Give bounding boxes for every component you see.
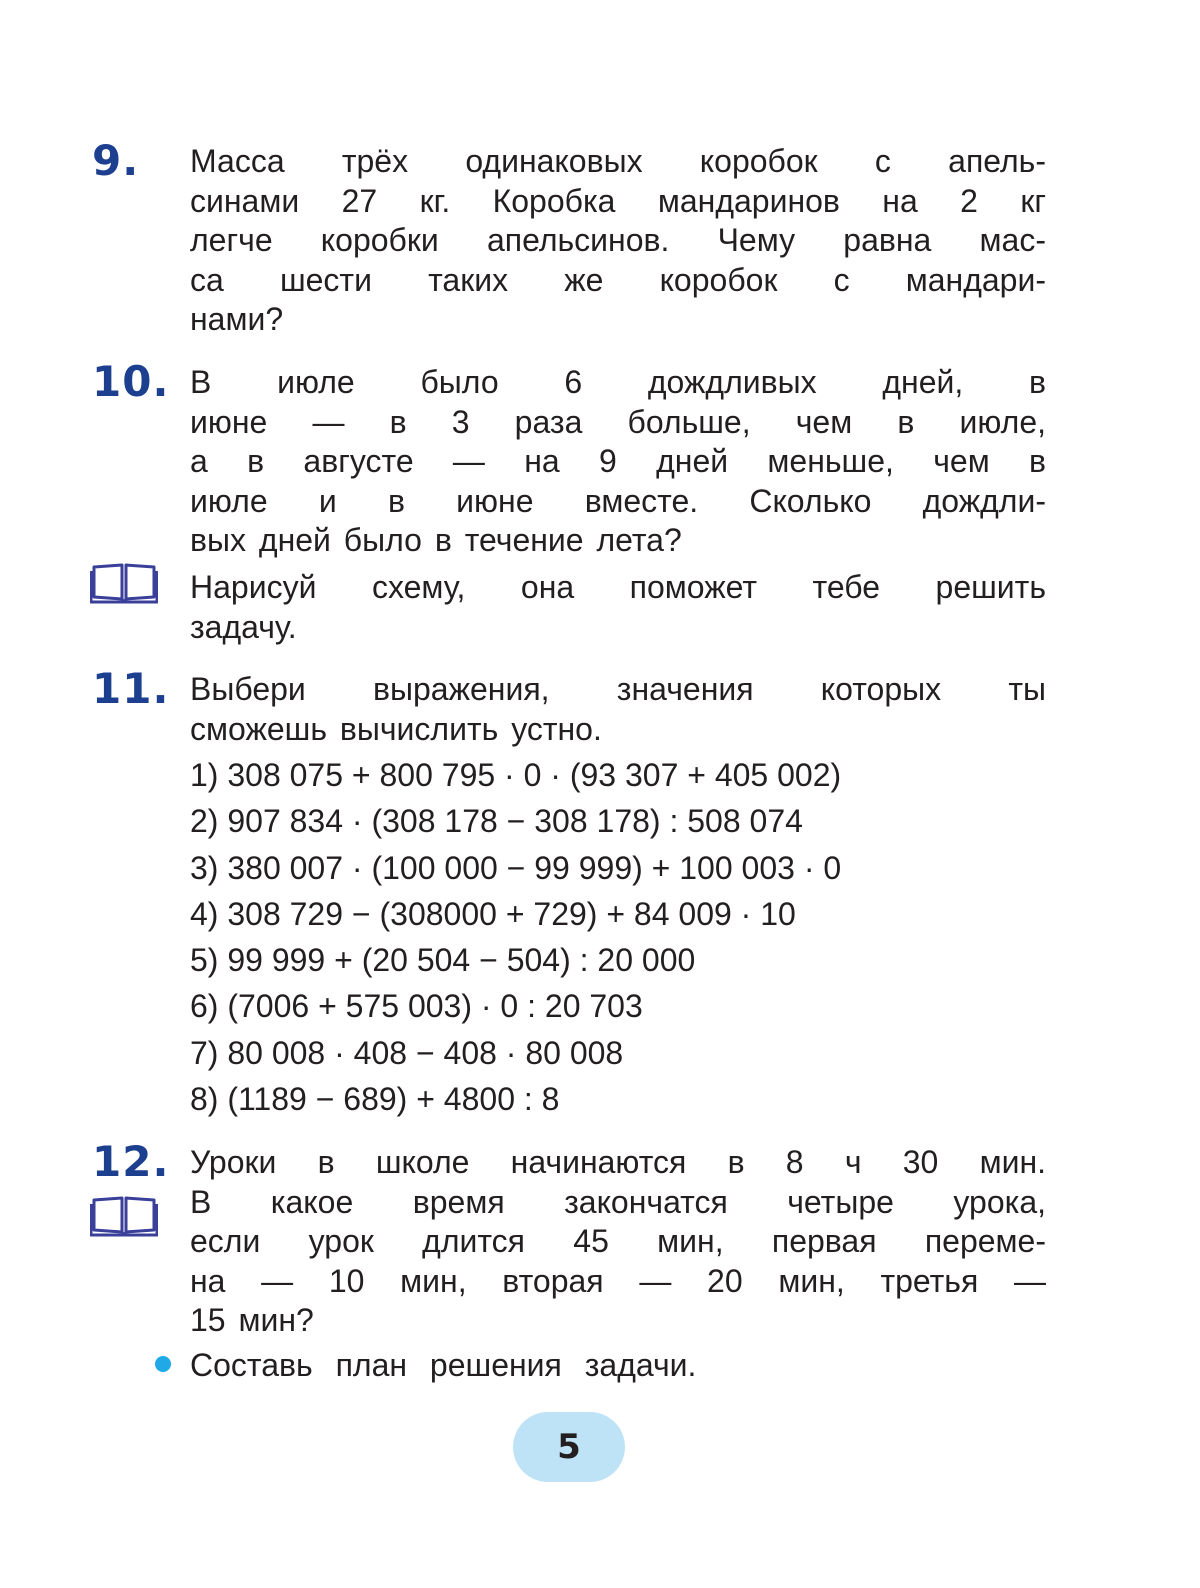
task-12-line: если урок длится 45 мин, первая переме- — [190, 1223, 1046, 1259]
task-11-text — [190, 670, 1046, 749]
task-10-line: а в августе — на 9 дней меньше, чем в — [190, 443, 1046, 479]
task-10-line: вых дней было в течение лета? — [190, 522, 682, 558]
task-12-number: 12. — [92, 1137, 170, 1186]
task-12-line: на — 10 мин, вторая — 20 мин, третья — — [190, 1262, 1046, 1299]
task-9-line: са шести таких же коробок с мандари- — [190, 261, 1046, 298]
task-11-expressions — [190, 752, 841, 1122]
page-number: 5 — [557, 1427, 581, 1467]
page-number-badge — [513, 1412, 625, 1482]
task-10-line: июле и в июне вместе. Сколько дождли- — [190, 482, 1046, 519]
task-10-text — [190, 363, 1046, 561]
task-10-line: июне — в 3 раза больше, чем в июле, — [190, 403, 1046, 440]
task-9-number: 9. — [92, 136, 140, 185]
task-9-line: Масса трёх одинаковых коробок с апель- — [190, 143, 1046, 179]
open-book-icon — [90, 1192, 158, 1238]
task-9-text — [190, 142, 1046, 340]
task-10-number: 10. — [92, 357, 170, 406]
task-9-line: синами 27 кг. Коробка мандаринов на 2 кг — [190, 182, 1046, 219]
task-9-line: нами? — [190, 301, 284, 337]
task-11-line: Выбери выражения, значения которых ты — [190, 671, 1046, 707]
task-12-line: Уроки в школе начинаются в 8 ч 30 мин. — [190, 1144, 1046, 1180]
open-book-icon — [90, 559, 158, 605]
expression-item: 4) 308 729 − (308000 + 729) + 84 009 · 10 — [190, 895, 796, 932]
task-10-hint-line: задачу. — [190, 608, 297, 645]
expression-item: 3) 380 007 · (100 000 − 99 999) + 100 003 · 0 — [190, 849, 842, 886]
task-10-hint — [190, 568, 1046, 647]
expression-item: 1) 308 075 + 800 795 · 0 · (93 307 + 405 002) — [190, 757, 842, 793]
bullet-dot — [155, 1356, 171, 1372]
task-12-bullet-text — [190, 1346, 1046, 1386]
task-12-text — [190, 1143, 1046, 1341]
task-10-hint-line: Нарисуй схему, она поможет тебе решить — [190, 569, 1046, 605]
task-12-line: 15 мин? — [190, 1302, 314, 1338]
expression-item: 7) 80 008 · 408 − 408 · 80 008 — [190, 1034, 624, 1071]
task-12-line: В какое время закончатся четыре урока, — [190, 1183, 1046, 1220]
task-9-line: легче коробки апельсинов. Чему равна мас- — [190, 222, 1046, 258]
task-10-line: В июле было 6 дождливых дней, в — [190, 364, 1046, 400]
task-11-line: сможешь вычислить устно. — [190, 710, 602, 747]
expression-item: 8) (1189 − 689) + 4800 : 8 — [190, 1081, 560, 1118]
task-11-number: 11. — [92, 664, 170, 713]
expression-item: 5) 99 999 + (20 504 − 504) : 20 000 — [190, 942, 696, 979]
task-12-bullet-line: Составь план решения задачи. — [190, 1347, 697, 1383]
expression-item: 2) 907 834 · (308 178 − 308 178) : 508 074 — [190, 803, 803, 840]
expression-item: 6) (7006 + 575 003) · 0 : 20 703 — [190, 988, 643, 1025]
